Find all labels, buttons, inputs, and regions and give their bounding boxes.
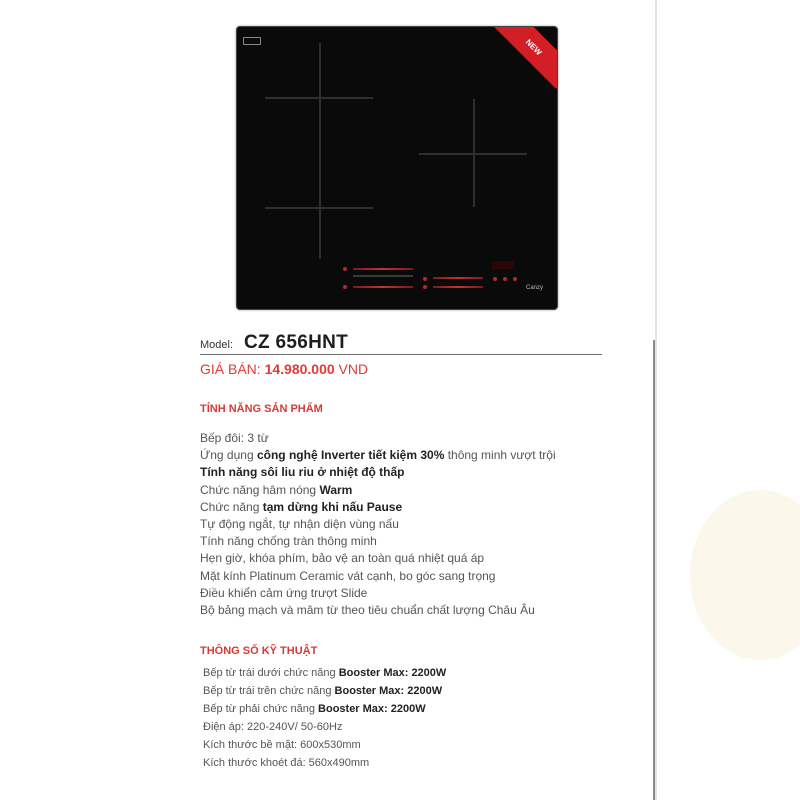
- control-dot-icon: [503, 277, 507, 281]
- feature-item: Chức năng hâm nóng Warm: [200, 482, 353, 497]
- spec-item: Bếp từ trái dưới chức năng Booster Max: 2200W: [203, 667, 447, 679]
- price-value: 14.980.000: [264, 361, 335, 377]
- model-row: [200, 332, 602, 355]
- page-divider-dark: [653, 340, 655, 800]
- model-number: CZ 656HNT: [244, 332, 349, 353]
- specs-heading: THÔNG SỐ KỸ THUẬT: [200, 645, 318, 657]
- price-label: GIÁ BÁN:: [200, 361, 261, 377]
- brand-logo: Canzy: [525, 285, 543, 291]
- slider-control: [353, 275, 413, 277]
- features-heading: TÍNH NĂNG SẢN PHẨM: [200, 403, 323, 415]
- feature-item: Bộ bảng mạch và mâm từ theo tiêu chuẩn chất lượng Châu Âu: [200, 603, 535, 618]
- feature-item: Điều khiển cảm ứng trượt Slide: [200, 585, 368, 600]
- spec-item: Kích thước bề mặt: 600x530mm: [203, 739, 361, 751]
- cooktop-logo-icon: [243, 37, 261, 45]
- background-decoration: [690, 490, 800, 660]
- specs-list: [203, 664, 446, 772]
- feature-item: Tự động ngắt, tự nhận diện vùng nấu: [200, 517, 399, 532]
- model-label: Model:: [200, 339, 234, 351]
- feature-item: Tính năng sôi liu riu ở nhiệt độ thấp: [200, 465, 405, 480]
- slider-control: [433, 286, 483, 288]
- control-dot-icon: [343, 267, 347, 271]
- feature-item: Chức năng tạm dừng khi nấu Pause: [200, 499, 403, 514]
- feature-item: Bếp đôi: 3 từ: [200, 431, 269, 445]
- spec-item: Bếp từ phải chức năng Booster Max: 2200W: [203, 703, 426, 715]
- zone-mark: [265, 207, 373, 209]
- feature-item: Ứng dụng công nghệ Inverter tiết kiệm 30% thông minh vượt trội: [200, 448, 556, 463]
- price-currency: VND: [338, 361, 369, 377]
- zone-mark: [319, 43, 321, 259]
- slider-control: [353, 268, 413, 270]
- zone-mark: [419, 153, 527, 155]
- slider-control: [353, 286, 413, 288]
- spec-item: Bếp từ trái trên chức năng Booster Max: 2200W: [203, 685, 443, 697]
- spec-item: Kích thước khoét đá: 560x490mm: [203, 757, 370, 769]
- feature-item: Tính năng chống tràn thông minh: [200, 534, 377, 549]
- slider-control: [433, 277, 483, 279]
- control-dot-icon: [423, 277, 427, 281]
- timer-display: [492, 261, 514, 269]
- new-badge: NEW: [492, 26, 558, 89]
- zone-mark: [265, 97, 373, 99]
- control-dot-icon: [423, 285, 427, 289]
- feature-item: Mặt kính Platinum Ceramic vát cạnh, bo góc sang trọng: [200, 568, 496, 583]
- feature-item: Hẹn giờ, khóa phím, bảo vệ an toàn quá nhiệt quá áp: [200, 551, 485, 566]
- control-dot-icon: [513, 277, 517, 281]
- page-divider: [655, 0, 657, 800]
- control-dot-icon: [493, 277, 497, 281]
- features-list: [200, 430, 556, 619]
- price-row: [200, 361, 368, 377]
- control-dot-icon: [343, 285, 347, 289]
- spec-item: Điện áp: 220-240V/ 50-60Hz: [203, 721, 343, 733]
- product-image-cooktop: [236, 26, 558, 310]
